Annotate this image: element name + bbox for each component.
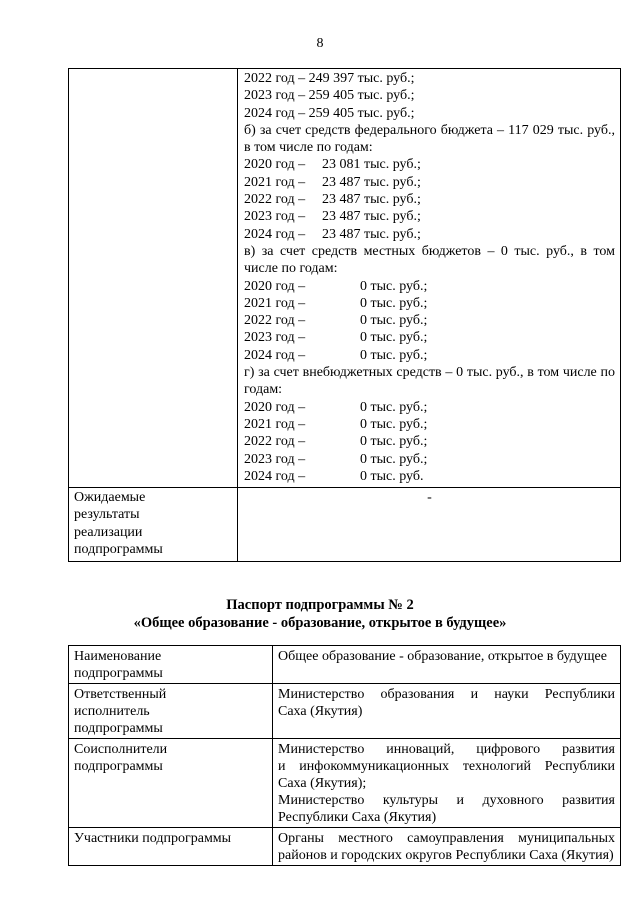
funding-cell bbox=[238, 69, 621, 488]
row-value bbox=[273, 646, 621, 684]
amount: 23 487 тыс. руб.; bbox=[322, 174, 421, 190]
passport-subtitle: «Общее образование - образование, открытое в будущее» bbox=[133, 614, 507, 631]
table-row bbox=[69, 488, 621, 562]
passport-heading bbox=[0, 597, 640, 632]
year-label: 2022 год – bbox=[244, 313, 306, 329]
year-label: 2020 год – bbox=[244, 278, 306, 294]
amount: 0 тыс. руб.; bbox=[360, 416, 428, 432]
table-row bbox=[69, 684, 621, 739]
extra-year-line bbox=[244, 399, 615, 416]
value-line: и инфокоммуникационных технологий Республики bbox=[278, 759, 615, 774]
federal-title: б) за счет средств федерального бюджета – 117 029 тыс. руб., в том числе по годам: bbox=[244, 122, 615, 156]
year-label: 2021 год – bbox=[244, 174, 306, 190]
federal-year-line bbox=[244, 156, 615, 173]
amount: 0 тыс. руб.; bbox=[360, 278, 428, 294]
value-line: Саха (Якутия); bbox=[278, 776, 367, 791]
extra-year-line bbox=[244, 451, 615, 468]
federal-year-line bbox=[244, 191, 615, 208]
table-row bbox=[69, 69, 621, 488]
amount: 0 тыс. руб.; bbox=[360, 313, 428, 329]
amount: 0 тыс. руб.; bbox=[360, 399, 428, 415]
row-label: Ответственный исполнитель подпрограммы bbox=[69, 684, 273, 739]
local-year-line bbox=[244, 347, 615, 364]
amount: 23 487 тыс. руб.; bbox=[322, 192, 421, 208]
regional-line: 2022 год – 249 397 тыс. руб.; bbox=[244, 71, 415, 86]
amount: 0 тыс. руб.; bbox=[360, 451, 428, 467]
table-row bbox=[69, 828, 621, 866]
year-label: 2021 год – bbox=[244, 295, 306, 311]
regional-line: 2024 год – 259 405 тыс. руб.; bbox=[244, 105, 415, 121]
row-label: Участники подпрограммы bbox=[69, 828, 273, 866]
passport-table bbox=[68, 645, 621, 866]
amount: 0 тыс. руб.; bbox=[360, 330, 428, 346]
extra-year-line bbox=[244, 433, 615, 450]
year-label: 2023 год – bbox=[244, 330, 306, 346]
row-value bbox=[273, 828, 621, 866]
year-label: 2024 год – bbox=[244, 347, 306, 363]
value-line: Саха (Якутия) bbox=[278, 704, 363, 719]
value-line: Министерство культуры и духовного развития bbox=[278, 793, 615, 808]
passport-title: Паспорт подпрограммы № 2 bbox=[226, 597, 414, 613]
local-year-line bbox=[244, 329, 615, 346]
value-line: Органы местного самоуправления муниципальных bbox=[278, 831, 615, 846]
amount: 0 тыс. руб.; bbox=[360, 434, 428, 450]
row-value bbox=[273, 684, 621, 739]
results-label: Ожидаемые результаты реализации подпрограммы bbox=[69, 488, 238, 562]
local-year-line bbox=[244, 278, 615, 295]
year-label: 2021 год – bbox=[244, 416, 306, 432]
year-label: 2023 год – bbox=[244, 209, 306, 225]
federal-year-line bbox=[244, 208, 615, 225]
year-label: 2024 год – bbox=[244, 226, 306, 242]
value-line: Республики Саха (Якутия) bbox=[278, 810, 437, 825]
row-label: Наименование подпрограммы bbox=[69, 646, 273, 684]
year-label: 2020 год – bbox=[244, 399, 306, 415]
value-line: Общее образование - образование, открытое в будущее bbox=[278, 649, 607, 664]
extra-year-line bbox=[244, 416, 615, 433]
federal-year-line bbox=[244, 174, 615, 191]
value-line: Министерство образования и науки Республики bbox=[278, 687, 615, 702]
year-label: 2020 год – bbox=[244, 157, 306, 173]
local-title: в) за счет средств местных бюджетов – 0 тыс. руб., в том числе по годам: bbox=[244, 243, 615, 277]
amount: 23 081 тыс. руб.; bbox=[322, 157, 421, 173]
table-row bbox=[69, 739, 621, 828]
value-line: Министерство инноваций, цифрового развития bbox=[278, 742, 615, 757]
amount: 23 487 тыс. руб.; bbox=[322, 226, 421, 242]
year-label: 2022 год – bbox=[244, 192, 306, 208]
year-label: 2023 год – bbox=[244, 451, 306, 467]
federal-year-line bbox=[244, 226, 615, 243]
regional-line: 2023 год – 259 405 тыс. руб.; bbox=[244, 88, 415, 104]
local-year-line bbox=[244, 312, 615, 329]
row-value bbox=[273, 739, 621, 828]
funding-table bbox=[68, 68, 621, 562]
local-year-line bbox=[244, 295, 615, 312]
row-label: Соисполнители подпрограммы bbox=[69, 739, 273, 828]
amount: 0 тыс. руб.; bbox=[360, 295, 428, 311]
results-value: - bbox=[238, 488, 621, 562]
extra-year-line bbox=[244, 468, 615, 485]
amount: 0 тыс. руб. bbox=[360, 468, 424, 484]
year-label: 2022 год – bbox=[244, 434, 306, 450]
empty-label-cell bbox=[69, 69, 238, 488]
value-line: районов и городских округов Республики Саха (Якутия) bbox=[278, 848, 614, 863]
page-number: 8 bbox=[316, 36, 324, 51]
amount: 23 487 тыс. руб.; bbox=[322, 209, 421, 225]
amount: 0 тыс. руб.; bbox=[360, 347, 428, 363]
year-label: 2024 год – bbox=[244, 468, 306, 484]
extra-title: г) за счет внебюджетных средств – 0 тыс. руб., в том числе по годам: bbox=[244, 365, 615, 398]
table-row bbox=[69, 646, 621, 684]
